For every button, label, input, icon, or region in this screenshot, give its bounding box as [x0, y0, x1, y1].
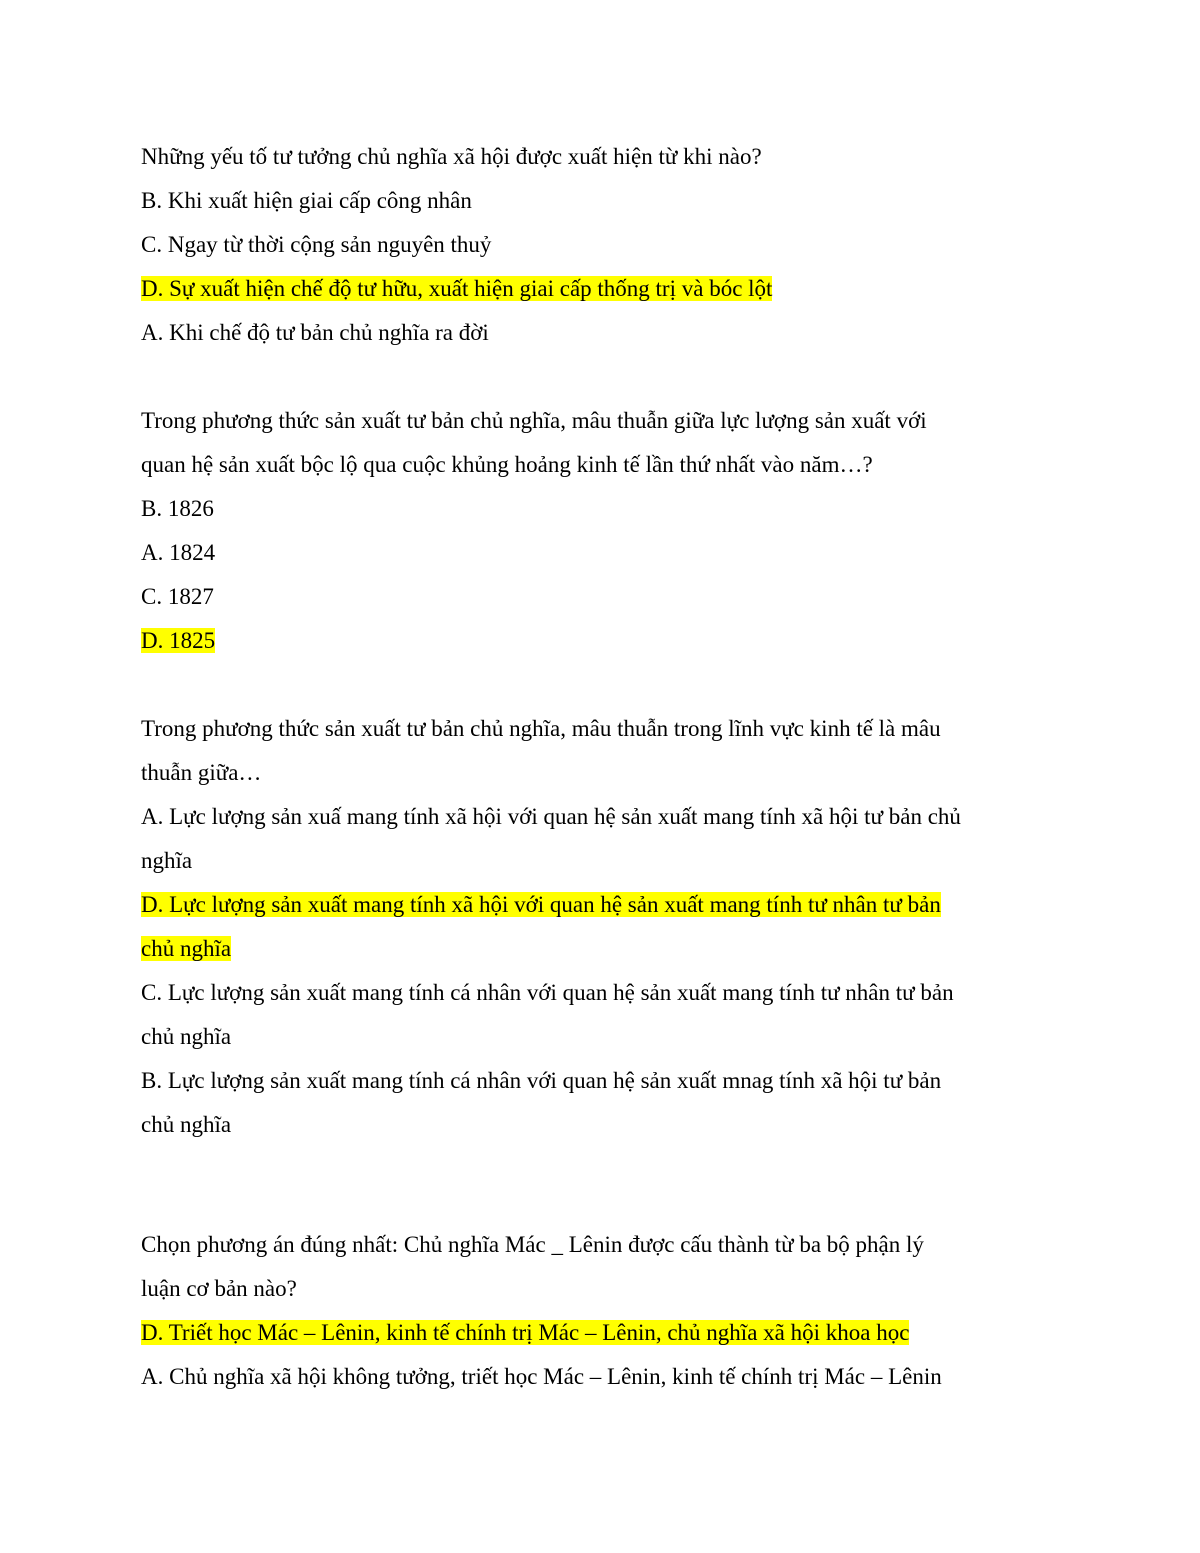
- option-b: B. 1826: [141, 496, 214, 521]
- option-a: A. Lực lượng sản xuấ mang tính xã hội với quan hệ sản xuất mang tính xã hội tư bản chủ: [141, 804, 961, 829]
- option-b-cont: chủ nghĩa: [141, 1112, 232, 1137]
- highlighted-answer: D. Sự xuất hiện chế độ tư hữu, xuất hiện giai cấp thống trị và bóc lột: [141, 276, 773, 301]
- question-text: Trong phương thức sản xuất tư bản chủ nghĩa, mâu thuẫn giữa lực lượng sản xuất với: [141, 408, 927, 433]
- option-d-correct: [141, 883, 1061, 927]
- question-text: Những yếu tố tư tưởng chủ nghĩa xã hội được xuất hiện từ khi nào?: [141, 144, 762, 169]
- option-b: B. Lực lượng sản xuất mang tính cá nhân với quan hệ sản xuất mnag tính xã hội tư bản: [141, 1068, 942, 1093]
- option-a-cont: nghĩa: [141, 848, 193, 873]
- question-text-cont: thuẫn giữa…: [141, 760, 262, 785]
- option-b: B. Khi xuất hiện giai cấp công nhân: [141, 188, 472, 213]
- option-a: A. 1824: [141, 540, 216, 565]
- option-a: A. Chủ nghĩa xã hội không tưởng, triết học Mác – Lênin, kinh tế chính trị Mác – Lênin: [141, 1364, 942, 1389]
- question-text-cont: quan hệ sản xuất bộc lộ qua cuộc khủng hoảng kinh tế lần thứ nhất vào năm…?: [141, 452, 873, 477]
- option-c: C. Ngay từ thời cộng sản nguyên thuỷ: [141, 232, 492, 257]
- option-d-correct-cont: [141, 927, 1061, 971]
- question-text-cont: luận cơ bản nào?: [141, 1276, 297, 1301]
- highlighted-answer: D. 1825: [141, 628, 216, 653]
- highlighted-answer: D. Triết học Mác – Lênin, kinh tế chính trị Mác – Lênin, chủ nghĩa xã hội khoa học: [141, 1320, 910, 1345]
- highlighted-answer-cont: chủ nghĩa: [141, 936, 232, 961]
- highlighted-answer: D. Lực lượng sản xuất mang tính xã hội với quan hệ sản xuất mang tính tư nhân tư bản: [141, 892, 941, 917]
- option-c-cont: chủ nghĩa: [141, 1024, 232, 1049]
- document-page: [141, 135, 1061, 1399]
- option-d-correct: [141, 1311, 1061, 1355]
- question-text: Trong phương thức sản xuất tư bản chủ nghĩa, mâu thuẫn trong lĩnh vực kinh tế là mâu: [141, 716, 941, 741]
- option-d-correct: [141, 267, 1061, 311]
- option-d-correct: [141, 619, 1061, 663]
- question-block-4: [141, 1223, 1061, 1399]
- question-block-1: [141, 135, 1061, 355]
- option-c: C. Lực lượng sản xuất mang tính cá nhân với quan hệ sản xuất mang tính tư nhân tư bản: [141, 980, 954, 1005]
- question-block-2: [141, 399, 1061, 663]
- option-a: A. Khi chế độ tư bản chủ nghĩa ra đời: [141, 320, 489, 345]
- question-text: Chọn phương án đúng nhất: Chủ nghĩa Mác _ Lênin được cấu thành từ ba bộ phận lý: [141, 1232, 924, 1257]
- question-block-3: [141, 707, 1061, 1147]
- option-c: C. 1827: [141, 584, 214, 609]
